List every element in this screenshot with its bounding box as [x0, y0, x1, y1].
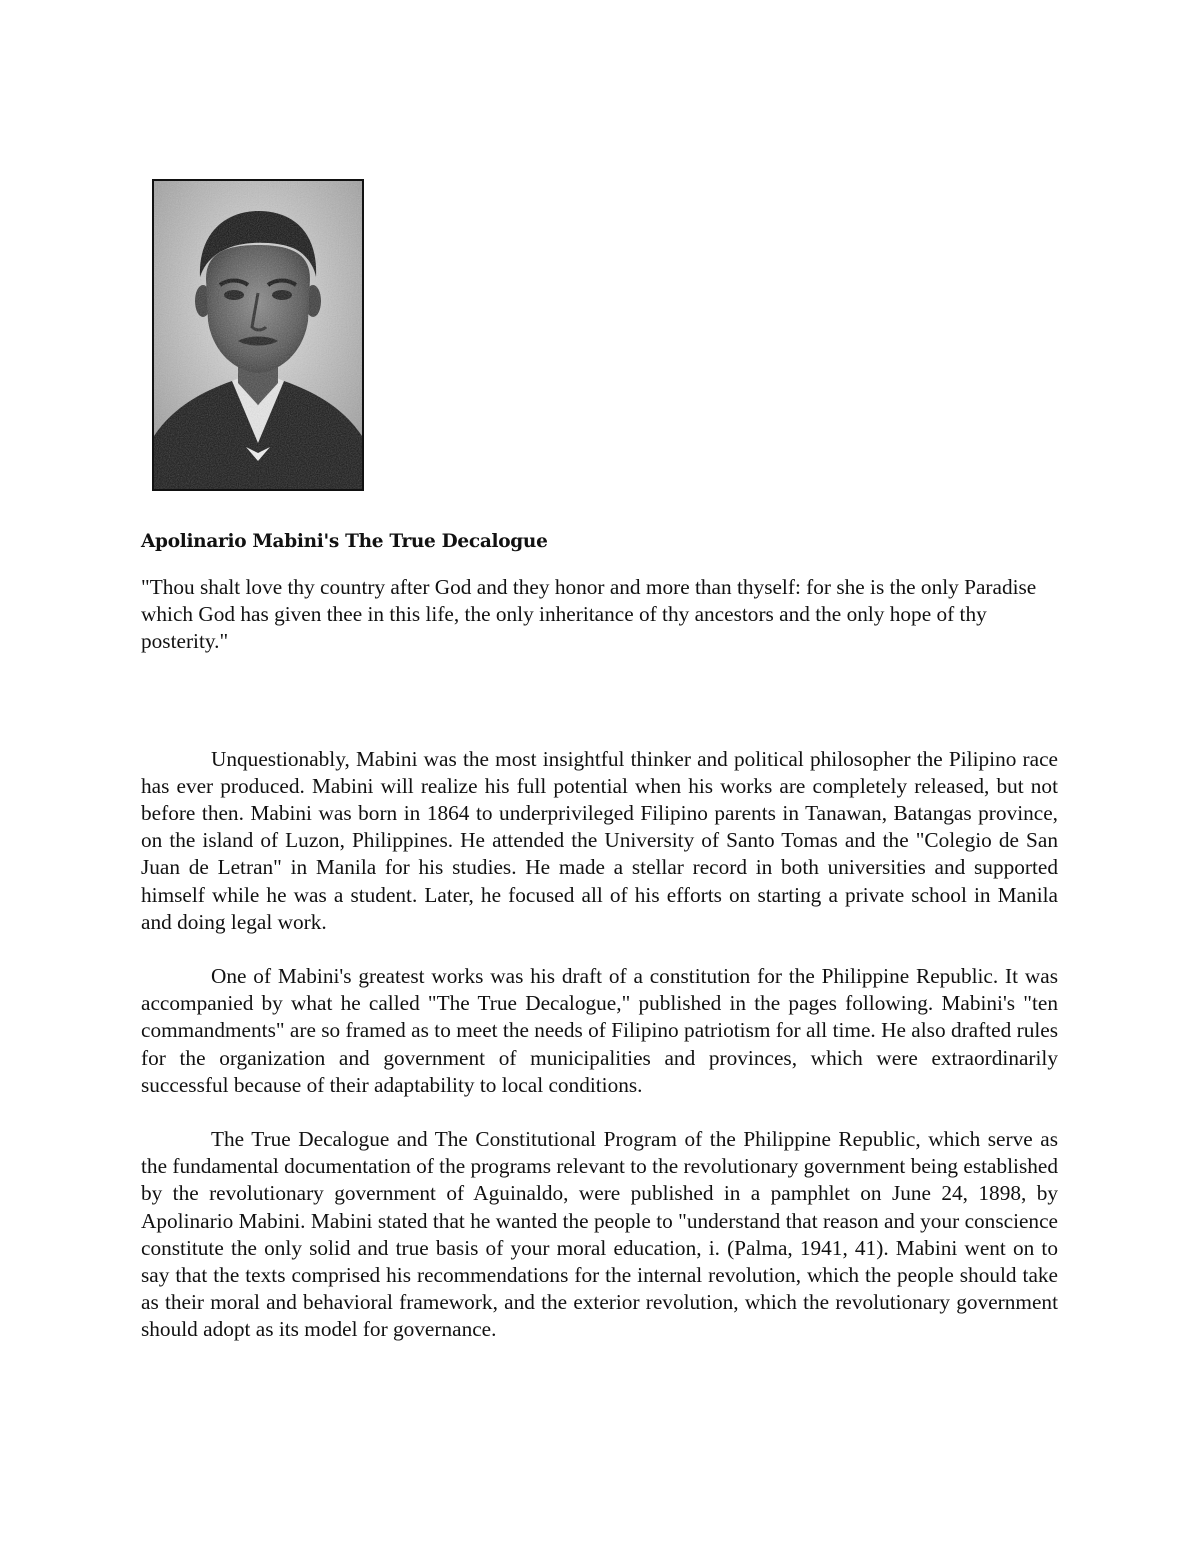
document-title: Apolinario Mabini's The True Decalogue [141, 531, 548, 552]
portrait-photo [152, 179, 364, 491]
document-body [141, 528, 1058, 1344]
body-paragraph: One of Mabini's greatest works was his draft of a constitution for the Philippine Republic. It was accompanied by what he called "The True Decalogue," published in the pages following. Mabini's "ten commandments" are so framed as to meet the needs of Filipino patriotism for all time. He also drafted rules for the organization and government of municipalities and provinces, which were extraordinarily successful because of their adaptability to local conditions. [141, 964, 1058, 1097]
decalogue-quote: "Thou shalt love thy country after God and they honor and more than thyself: for she is the only Paradise which God has given thee in this life, the only inheritance of thy ancestors and the only hope of thy posterity." [141, 575, 1037, 654]
body-paragraph: Unquestionably, Mabini was the most insightful thinker and political philosopher the Pilipino race has ever produced. Mabini will realize his full potential when his works are completely released, but not before then. Mabini was born in 1864 to underprivileged Filipino parents in Tanawan, Batangas province, on the island of Luzon, Philippines. He attended the University of Santo Tomas and the "Colegio de San Juan de Letran" in Manila for his studies. He made a stellar record in both universities and supported himself while he was a student. Later, he focused all of his efforts on starting a private school in Manila and doing legal work. [141, 746, 1058, 934]
body-paragraph: The True Decalogue and The Constitutional Program of the Philippine Republic, which serve as the fundamental documentation of the programs relevant to the revolutionary government being established by the revolutionary government of Aguinaldo, were published in a pamphlet on June 24, 1898, by Apolinario Mabini. Mabini stated that he wanted the people to "understand that reason and your conscience constitute the only solid and true basis of your moral education, i. (Palma, 1941, 41). Mabini went on to say that the texts comprised his recommendations for the internal revolution, which the people should take as their moral and behavioral framework, and the exterior revolution, which the revolutionary government should adopt as its model for governance. [141, 1127, 1058, 1342]
